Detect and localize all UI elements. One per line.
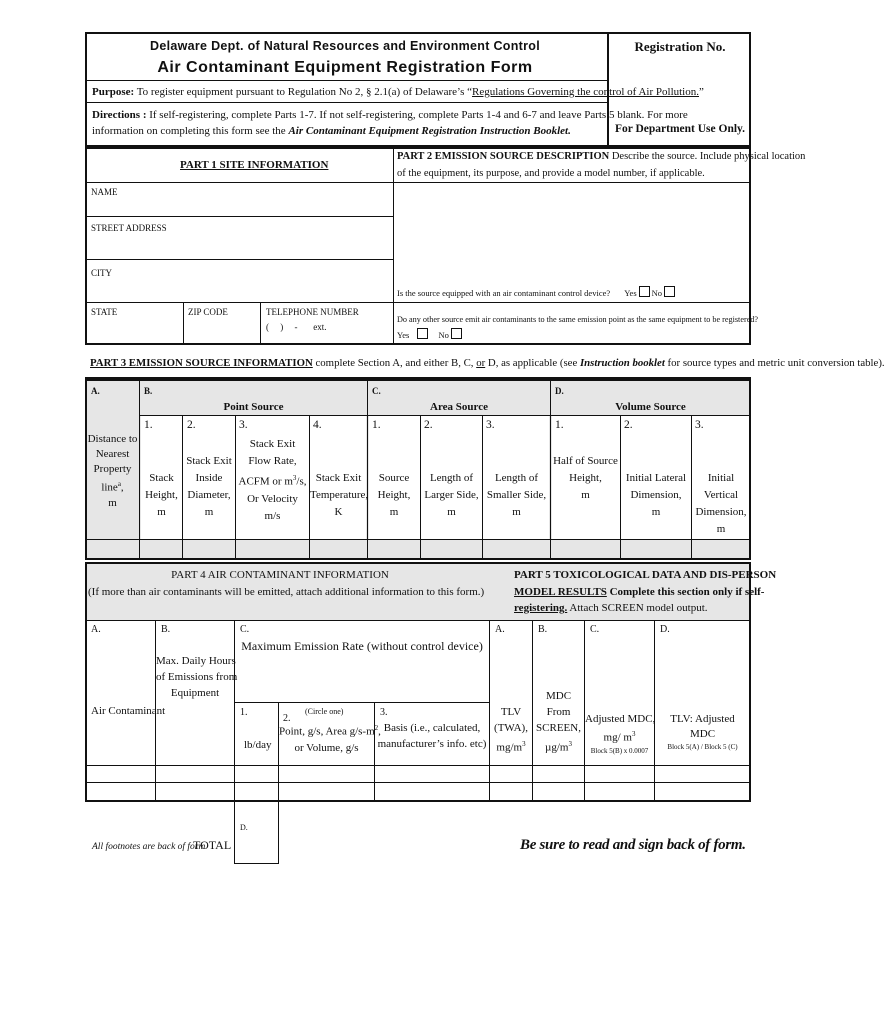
stack-diameter-input[interactable] bbox=[185, 542, 233, 558]
part4-header-line bbox=[85, 620, 751, 621]
source-description-input[interactable] bbox=[398, 186, 750, 280]
p3-d-n2: 2. bbox=[624, 419, 633, 431]
half-source-height-input[interactable] bbox=[553, 542, 618, 558]
zip-label: ZIP CODE bbox=[188, 307, 228, 317]
part1-part2-divider bbox=[393, 147, 394, 345]
dept-name: Delaware Dept. of Natural Resources and Environment Control bbox=[150, 39, 540, 53]
p3-c-n1: 1. bbox=[372, 419, 381, 431]
p3-b-n2: 2. bbox=[187, 419, 196, 431]
department-use-label: For Department Use Only. bbox=[614, 123, 746, 135]
telephone-format[interactable]: ( ) - ext. bbox=[266, 322, 327, 332]
p3-c-n2: 2. bbox=[424, 419, 433, 431]
p4-c3: 3. bbox=[380, 707, 388, 718]
part1-title: PART 1 SITE INFORMATION bbox=[180, 159, 329, 171]
total-box-bottom bbox=[234, 863, 279, 864]
stack-flow-rate-input[interactable] bbox=[238, 542, 307, 558]
p3-sec-c: C. bbox=[372, 386, 381, 396]
part4-title: PART 4 AIR CONTAMINANT INFORMATION bbox=[171, 569, 389, 581]
p3-d-n3: 3. bbox=[695, 419, 704, 431]
part2-title-line2: of the equipment, its purpose, and provide a model number, if applicable. bbox=[397, 168, 705, 179]
volume-source-title: Volume Source bbox=[615, 401, 686, 413]
source-height-header: Source Height, m bbox=[377, 472, 411, 518]
p3-b-n1: 1. bbox=[144, 419, 153, 431]
city-input[interactable] bbox=[91, 282, 389, 298]
p5-div-c bbox=[654, 620, 655, 802]
p4-c: C. bbox=[240, 624, 250, 635]
initial-vertical-header: Initial Vertical Dimension, m bbox=[695, 472, 747, 535]
adjusted-mdc-header: Adjusted MDC, mg/ $m^3$ Block 5(B) x 0.0007 bbox=[585, 713, 656, 755]
street-line bbox=[85, 259, 393, 260]
p5-d: D. bbox=[660, 624, 670, 635]
stack-height-header: Stack Height, m bbox=[145, 472, 178, 518]
contaminant-row2-input[interactable] bbox=[88, 784, 153, 800]
zip-divider bbox=[260, 302, 261, 345]
larger-side-header: Length of Larger Side, m bbox=[424, 472, 479, 518]
p3-sec-a: A. bbox=[91, 386, 100, 396]
state-label: STATE bbox=[91, 307, 118, 317]
p3-data-line bbox=[85, 539, 751, 540]
p3-header-line bbox=[139, 415, 751, 416]
part1-title-line bbox=[85, 182, 393, 183]
p4-c1: 1. bbox=[240, 707, 248, 718]
purpose-underline bbox=[85, 102, 607, 103]
point-source-title: Point Source bbox=[223, 401, 284, 413]
p4-row-line-1 bbox=[85, 765, 751, 766]
p3-div-a bbox=[139, 379, 140, 560]
part5-title-line1: PART 5 TOXICOLOGICAL DATA AND DIS-PERSON bbox=[514, 569, 777, 581]
initial-lateral-header: Initial Lateral Dimension, m bbox=[625, 472, 687, 518]
part2-title-line bbox=[393, 182, 751, 183]
name-label: NAME bbox=[91, 187, 118, 197]
distance-property-line-header: Distance to Nearest Property line$^a$, m bbox=[87, 433, 138, 509]
city-label: CITY bbox=[91, 268, 112, 278]
contaminant-row1-input[interactable] bbox=[88, 767, 153, 781]
p3-b-n3: 3. bbox=[239, 419, 248, 431]
city-line bbox=[85, 302, 393, 303]
stack-height-input[interactable] bbox=[143, 542, 180, 558]
control-yes-checkbox[interactable] bbox=[639, 286, 650, 297]
total-box-right bbox=[278, 802, 279, 863]
zip-input[interactable] bbox=[188, 322, 256, 338]
title-underline bbox=[85, 80, 607, 81]
p5-div-b bbox=[584, 620, 585, 802]
max-emission-rate-header: Maximum Emission Rate (without control device) bbox=[241, 639, 483, 653]
smaller-side-input[interactable] bbox=[485, 542, 548, 558]
source-height-input[interactable] bbox=[371, 542, 418, 558]
p3-sec-d: D. bbox=[555, 386, 564, 396]
directions-line-1: Directions : If self-registering, complete Parts 1-7. If not self-registering, complete Parts 1-4 and 6-7 and leave Parts 5 blank. For more bbox=[92, 109, 688, 121]
circle-one-note: (Circle one) bbox=[305, 707, 344, 716]
stack-temperature-header: Stack Exit Temperature, K bbox=[310, 472, 369, 518]
tlv-adjusted-mdc-header: TLV: Adjusted MDC Block 5(A) / Block 5 (C) bbox=[667, 713, 738, 751]
stack-temperature-input[interactable] bbox=[312, 542, 365, 558]
part2-q-line bbox=[393, 302, 751, 303]
control-device-question: Is the source equipped with an air contaminant control device? Yes No bbox=[397, 286, 677, 298]
sign-back-note: Be sure to read and sign back of form. bbox=[520, 837, 746, 853]
registration-no-input[interactable] bbox=[615, 62, 745, 102]
registration-no-label: Registration No. bbox=[634, 39, 726, 54]
other-no-checkbox[interactable] bbox=[451, 328, 462, 339]
street-address-label: STREET ADDRESS bbox=[91, 223, 167, 233]
lb-day-header: lb/day bbox=[244, 739, 272, 751]
area-source-title: Area Source bbox=[430, 401, 488, 413]
part3-title: PART 3 EMISSION SOURCE INFORMATION complete Section A, and either B, C, or D, as applicable (see Instruction booklet for source types and metric unit conversion table). bbox=[90, 357, 885, 369]
name-line bbox=[85, 216, 393, 217]
purpose-text: Purpose: To register equipment pursuant to Regulation No 2, § 2.1(a) of Delaware’s “Regulations Governing the control of Air Pollution.” bbox=[92, 86, 704, 98]
footnotes-note: All footnotes are back of form bbox=[92, 842, 206, 852]
p5-b: B. bbox=[538, 624, 548, 635]
form-title: Air Contaminant Equipment Registration Form bbox=[157, 59, 533, 76]
street-address-input[interactable] bbox=[91, 238, 389, 256]
total-label: TOTAL bbox=[193, 838, 232, 852]
tlv-header: TLV (TWA), $mg/m^3$ bbox=[494, 706, 528, 754]
part4-subtitle: (If more than air contaminants will be emitted, attach additional information to this form.) bbox=[88, 586, 485, 598]
p3-b-n4: 4. bbox=[313, 419, 322, 431]
p4-b: B. bbox=[161, 624, 171, 635]
p3-d-n1: 1. bbox=[555, 419, 564, 431]
name-input[interactable] bbox=[91, 199, 389, 215]
stack-flow-rate-header: Stack Exit Flow Rate, ACFM or $m^3/s$, Or Velocity m/s bbox=[238, 438, 307, 522]
stack-diameter-header: Stack Exit Inside Diameter, m bbox=[186, 455, 232, 518]
max-daily-hours-header: Max. Daily Hours of Emissions from Equipment bbox=[156, 655, 238, 699]
p4-row-line-2 bbox=[85, 782, 751, 783]
larger-side-input[interactable] bbox=[423, 542, 480, 558]
initial-vertical-input[interactable] bbox=[694, 542, 748, 558]
other-source-question: Do any other source emit air contaminants to the same emission point as the same equipment to be registered? bbox=[397, 315, 759, 324]
telephone-label: TELEPHONE NUMBER bbox=[266, 307, 359, 317]
mdc-header: MDC From SCREEN, $\mu g/m^3$ bbox=[536, 690, 581, 754]
p5-c: C. bbox=[590, 624, 600, 635]
p4-c2: 2. bbox=[283, 713, 291, 724]
p4-a: A. bbox=[91, 624, 101, 635]
state-divider bbox=[183, 302, 184, 345]
other-yes-checkbox[interactable] bbox=[417, 328, 428, 339]
p3-c-n3: 3. bbox=[486, 419, 495, 431]
p4-sub-line bbox=[234, 702, 489, 703]
basis-header: Basis (i.e., calculated, manufacturer’s info. etc) bbox=[377, 722, 487, 750]
directions-line-2: information on completing this form see the Air Contaminant Equipment Registration Instruction Booklet. bbox=[92, 125, 571, 137]
air-contaminant-header: Air Contaminant bbox=[91, 705, 166, 717]
part5-title-line2: MODEL RESULTS Complete this section only if self- bbox=[514, 586, 765, 598]
state-input[interactable] bbox=[91, 322, 179, 338]
initial-lateral-input[interactable] bbox=[623, 542, 689, 558]
p4-d-label: D. bbox=[240, 823, 248, 832]
p4-div-c2 bbox=[374, 702, 375, 802]
smaller-side-header: Length of Smaller Side, m bbox=[486, 472, 547, 518]
other-source-answers: Yes No bbox=[397, 328, 464, 340]
half-source-height-header: Half of Source Height, m bbox=[553, 455, 618, 501]
p3-sec-b: B. bbox=[144, 386, 153, 396]
emission-units-header: Point, g/s, Area $g/s-m^2$, or Volume, g/s bbox=[279, 724, 381, 754]
control-no-checkbox[interactable] bbox=[664, 286, 675, 297]
part2-title-line1: PART 2 EMISSION SOURCE DESCRIPTION Describe the source. Include physical location bbox=[397, 151, 806, 162]
part5-title-line3: registering. Attach SCREEN model output. bbox=[514, 602, 708, 614]
distance-property-line-input[interactable] bbox=[88, 542, 137, 558]
p5-a: A. bbox=[495, 624, 505, 635]
total-input[interactable] bbox=[238, 836, 276, 858]
